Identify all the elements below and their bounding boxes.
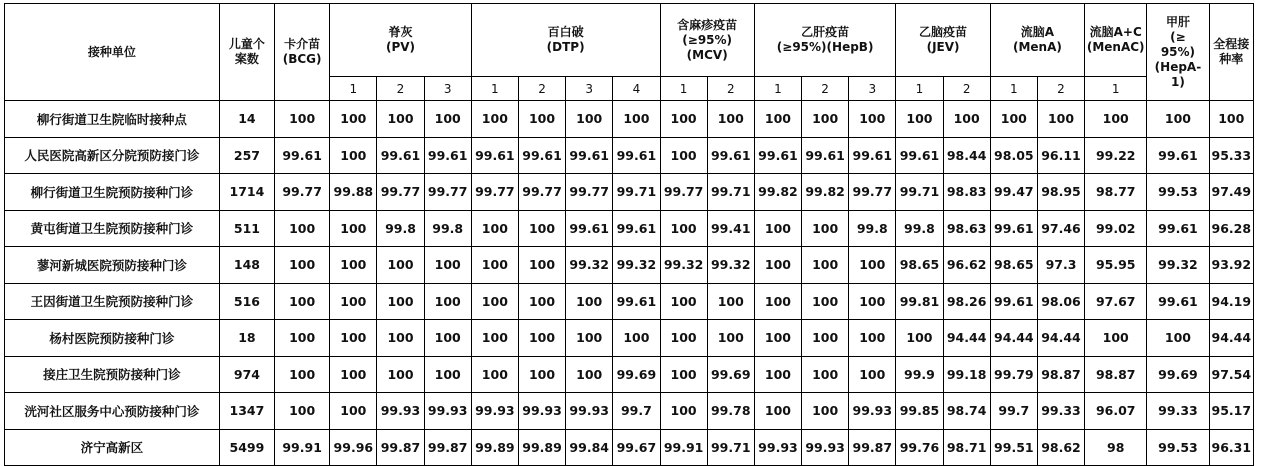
- rate-cell: 99.77: [275, 174, 330, 211]
- rate-cell: 100: [275, 210, 330, 247]
- rate-cell: 99.61: [613, 283, 660, 320]
- site-name: 黄屯街道卫生院预防接种门诊: [5, 210, 220, 247]
- rate-cell: 98.65: [990, 247, 1037, 284]
- header-hepb: 乙肝疫苗 (≥95%)(HepB): [754, 4, 896, 77]
- rate-cell: 99.61: [613, 210, 660, 247]
- site-name: 柳行街道卫生院预防接种门诊: [5, 174, 220, 211]
- rate-cell: 100: [377, 101, 424, 138]
- rate-cell: 99.32: [1147, 247, 1209, 284]
- rate-cell: 100: [566, 356, 613, 393]
- dose-label: 1: [754, 77, 801, 101]
- rate-cell: 100: [660, 356, 707, 393]
- rate-cell: 99.61: [990, 210, 1037, 247]
- rate-cell: 98.74: [943, 393, 990, 430]
- rate-cell: 97.3: [1037, 247, 1084, 284]
- rate-cell: 99.61: [990, 283, 1037, 320]
- rate-cell: 99.61: [424, 137, 471, 174]
- rate-cell: 100: [518, 247, 565, 284]
- rate-cell: 98.95: [1037, 174, 1084, 211]
- rate-cell: 100: [275, 356, 330, 393]
- rate-cell: 100: [754, 283, 801, 320]
- rate-cell: 96.07: [1085, 393, 1147, 430]
- dose-label: 2: [943, 77, 990, 101]
- site-name: 柳行街道卫生院临时接种点: [5, 101, 220, 138]
- rate-cell: 99.93: [518, 393, 565, 430]
- rate-cell: 100: [660, 320, 707, 357]
- rate-cell: 100: [330, 283, 377, 320]
- rate-cell: 99.79: [990, 356, 1037, 393]
- rate-cell: 100: [943, 101, 990, 138]
- rate-cell: 99.82: [754, 174, 801, 211]
- rate-cell: 99.69: [613, 356, 660, 393]
- rate-cell: 100: [275, 101, 330, 138]
- rate-cell: 100: [849, 101, 896, 138]
- rate-cell: 99.61: [566, 137, 613, 174]
- rate-cell: 100: [802, 356, 849, 393]
- rate-cell: 99.71: [896, 174, 943, 211]
- rate-cell: 99.67: [613, 429, 660, 466]
- rate-cell: 100: [660, 393, 707, 430]
- rate-cell: 100: [377, 320, 424, 357]
- rate-cell: 100: [518, 210, 565, 247]
- rate-cell: 99.93: [566, 393, 613, 430]
- site-name: 济宁高新区: [5, 429, 220, 466]
- header-dtp: 百白破 (DTP): [471, 4, 660, 77]
- rate-cell: 98.65: [896, 247, 943, 284]
- rate-cell: 100: [275, 393, 330, 430]
- table-body: [5, 101, 1254, 466]
- site-name: 杨村医院预防接种门诊: [5, 320, 220, 357]
- rate-cell: 100: [330, 101, 377, 138]
- rate-cell: 99.71: [707, 429, 754, 466]
- table-row: [5, 393, 1254, 430]
- rate-cell: 99.61: [754, 137, 801, 174]
- header-mcv: 含麻疹疫苗 (≥95%) (MCV): [660, 4, 754, 77]
- rate-cell: 99.77: [377, 174, 424, 211]
- header-mena: 流脑A (MenA): [990, 4, 1084, 77]
- rate-cell: 100: [660, 210, 707, 247]
- rate-cell: 100: [424, 356, 471, 393]
- dose-label: 4: [613, 77, 660, 101]
- rate-cell: 99.22: [1085, 137, 1147, 174]
- rate-cell: 99.69: [1147, 356, 1209, 393]
- rate-cell: 100: [1209, 101, 1253, 138]
- rate-cell: 100: [802, 210, 849, 247]
- rate-cell: 99.61: [275, 137, 330, 174]
- rate-cell: 100: [754, 356, 801, 393]
- rate-cell: 100: [518, 320, 565, 357]
- rate-cell: 99.32: [613, 247, 660, 284]
- site-name: 人民医院高新区分院预防接门诊: [5, 137, 220, 174]
- rate-cell: 100: [377, 356, 424, 393]
- dose-label: 2: [1037, 77, 1084, 101]
- rate-cell: 98.44: [943, 137, 990, 174]
- rate-cell: 99.61: [566, 210, 613, 247]
- rate-cell: 100: [754, 101, 801, 138]
- rate-cell: 100: [802, 320, 849, 357]
- rate-cell: 95.17: [1209, 393, 1253, 430]
- rate-cell: 100: [896, 320, 943, 357]
- dose-label: 2: [518, 77, 565, 101]
- rate-cell: 99.93: [377, 393, 424, 430]
- rate-cell: 95.95: [1085, 247, 1147, 284]
- rate-cell: 100: [849, 283, 896, 320]
- header-hepa: 甲肝 (≥ 95%) (HepA- 1): [1147, 4, 1209, 101]
- rate-cell: 98.06: [1037, 283, 1084, 320]
- rate-cell: 99.91: [275, 429, 330, 466]
- rate-cell: 98.83: [943, 174, 990, 211]
- header-jev: 乙脑疫苗 (JEV): [896, 4, 990, 77]
- rate-cell: 98: [1085, 429, 1147, 466]
- rate-cell: 99.93: [849, 393, 896, 430]
- rate-cell: 99.32: [566, 247, 613, 284]
- dose-label: 3: [424, 77, 471, 101]
- rate-cell: 100: [660, 137, 707, 174]
- rate-cell: 99.93: [424, 393, 471, 430]
- rate-cell: 100: [660, 101, 707, 138]
- vaccination-coverage-table: [4, 3, 1254, 466]
- table-row: [5, 174, 1254, 211]
- rate-cell: 99.77: [424, 174, 471, 211]
- rate-cell: 99.93: [802, 429, 849, 466]
- dose-label: 2: [802, 77, 849, 101]
- rate-cell: 99.87: [849, 429, 896, 466]
- case-count-cell: 257: [219, 137, 274, 174]
- rate-cell: 99.53: [1147, 174, 1209, 211]
- dose-label: 1: [1085, 77, 1147, 101]
- rate-cell: 94.44: [990, 320, 1037, 357]
- rate-cell: 99.02: [1085, 210, 1147, 247]
- rate-cell: 99.61: [707, 137, 754, 174]
- rate-cell: 99.53: [1147, 429, 1209, 466]
- rate-cell: 99.71: [707, 174, 754, 211]
- rate-cell: 98.63: [943, 210, 990, 247]
- rate-cell: 99.93: [754, 429, 801, 466]
- rate-cell: 99.78: [707, 393, 754, 430]
- rate-cell: 100: [518, 283, 565, 320]
- rate-cell: 99.61: [896, 137, 943, 174]
- table-row: [5, 247, 1254, 284]
- dose-label: 1: [330, 77, 377, 101]
- rate-cell: 100: [613, 101, 660, 138]
- rate-cell: 100: [707, 320, 754, 357]
- rate-cell: 100: [424, 101, 471, 138]
- rate-cell: 97.54: [1209, 356, 1253, 393]
- rate-cell: 100: [471, 320, 518, 357]
- rate-cell: 99.87: [377, 429, 424, 466]
- rate-cell: 93.92: [1209, 247, 1253, 284]
- header-cases: 儿童个 案数: [219, 4, 274, 101]
- rate-cell: 95.33: [1209, 137, 1253, 174]
- rate-cell: 94.19: [1209, 283, 1253, 320]
- header-menac: 流脑A+C (MenAC): [1085, 4, 1147, 77]
- rate-cell: 99.88: [330, 174, 377, 211]
- rate-cell: 100: [754, 393, 801, 430]
- rate-cell: 100: [613, 320, 660, 357]
- rate-cell: 100: [377, 283, 424, 320]
- rate-cell: 99.33: [1147, 393, 1209, 430]
- rate-cell: 99.71: [613, 174, 660, 211]
- rate-cell: 100: [707, 283, 754, 320]
- rate-cell: 99.91: [660, 429, 707, 466]
- site-name: 王因街道卫生院预防接种门诊: [5, 283, 220, 320]
- rate-cell: 99.8: [849, 210, 896, 247]
- rate-cell: 98.87: [1085, 356, 1147, 393]
- rate-cell: 99.87: [424, 429, 471, 466]
- rate-cell: 99.89: [518, 429, 565, 466]
- table-row: [5, 101, 1254, 138]
- rate-cell: 99.61: [471, 137, 518, 174]
- rate-cell: 99.51: [990, 429, 1037, 466]
- site-name: 接庄卫生院预防接种门诊: [5, 356, 220, 393]
- rate-cell: 100: [802, 101, 849, 138]
- site-name: 蓼河新城医院预防接种门诊: [5, 247, 220, 284]
- rate-cell: 98.26: [943, 283, 990, 320]
- rate-cell: 100: [275, 247, 330, 284]
- rate-cell: 100: [754, 320, 801, 357]
- table-row: [5, 320, 1254, 357]
- case-count-cell: 511: [219, 210, 274, 247]
- header-unit: 接种单位: [5, 4, 220, 101]
- rate-cell: 94.44: [1209, 320, 1253, 357]
- rate-cell: 100: [660, 283, 707, 320]
- rate-cell: 99.61: [849, 137, 896, 174]
- rate-cell: 99.32: [707, 247, 754, 284]
- rate-cell: 100: [1085, 320, 1147, 357]
- table-row: [5, 356, 1254, 393]
- rate-cell: 100: [802, 283, 849, 320]
- case-count-cell: 1714: [219, 174, 274, 211]
- rate-cell: 99.93: [471, 393, 518, 430]
- rate-cell: 100: [566, 283, 613, 320]
- rate-cell: 99.8: [896, 210, 943, 247]
- rate-cell: 99.32: [660, 247, 707, 284]
- rate-cell: 99.8: [377, 210, 424, 247]
- rate-cell: 99.77: [660, 174, 707, 211]
- rate-cell: 100: [330, 320, 377, 357]
- rate-cell: 98.71: [943, 429, 990, 466]
- rate-cell: 96.62: [943, 247, 990, 284]
- rate-cell: 99.76: [896, 429, 943, 466]
- rate-cell: 100: [849, 356, 896, 393]
- rate-cell: 100: [471, 283, 518, 320]
- rate-cell: 100: [471, 247, 518, 284]
- rate-cell: 96.31: [1209, 429, 1253, 466]
- rate-cell: 100: [1037, 101, 1084, 138]
- rate-cell: 99.69: [707, 356, 754, 393]
- rate-cell: 100: [275, 320, 330, 357]
- rate-cell: 100: [471, 101, 518, 138]
- rate-cell: 99.61: [1147, 210, 1209, 247]
- rate-cell: 99.7: [990, 393, 1037, 430]
- rate-cell: 99.61: [802, 137, 849, 174]
- rate-cell: 100: [424, 320, 471, 357]
- rate-cell: 99.8: [424, 210, 471, 247]
- rate-cell: 100: [802, 393, 849, 430]
- rate-cell: 99.61: [518, 137, 565, 174]
- rate-cell: 99.89: [471, 429, 518, 466]
- header-bcg: 卡介苗 (BCG): [275, 4, 330, 101]
- rate-cell: 100: [471, 356, 518, 393]
- rate-cell: 99.7: [613, 393, 660, 430]
- rate-cell: 97.67: [1085, 283, 1147, 320]
- rate-cell: 99.18: [943, 356, 990, 393]
- rate-cell: 99.33: [1037, 393, 1084, 430]
- rate-cell: 100: [754, 210, 801, 247]
- dose-label: 1: [660, 77, 707, 101]
- case-count-cell: 148: [219, 247, 274, 284]
- rate-cell: 99.81: [896, 283, 943, 320]
- rate-cell: 99.82: [802, 174, 849, 211]
- rate-cell: 100: [1147, 101, 1209, 138]
- case-count-cell: 5499: [219, 429, 274, 466]
- rate-cell: 100: [566, 320, 613, 357]
- rate-cell: 99.47: [990, 174, 1037, 211]
- rate-cell: 98.05: [990, 137, 1037, 174]
- rate-cell: 100: [275, 283, 330, 320]
- header-total: 全程接 种率: [1209, 4, 1253, 101]
- dose-label: 3: [849, 77, 896, 101]
- rate-cell: 100: [707, 101, 754, 138]
- rate-cell: 97.49: [1209, 174, 1253, 211]
- rate-cell: 100: [566, 101, 613, 138]
- rate-cell: 100: [1085, 101, 1147, 138]
- rate-cell: 100: [330, 210, 377, 247]
- case-count-cell: 1347: [219, 393, 274, 430]
- rate-cell: 100: [330, 137, 377, 174]
- dose-label: 2: [377, 77, 424, 101]
- rate-cell: 98.62: [1037, 429, 1084, 466]
- rate-cell: 99.61: [1147, 283, 1209, 320]
- rate-cell: 99.41: [707, 210, 754, 247]
- rate-cell: 100: [424, 283, 471, 320]
- rate-cell: 99.61: [613, 137, 660, 174]
- case-count-cell: 516: [219, 283, 274, 320]
- rate-cell: 100: [1147, 320, 1209, 357]
- rate-cell: 99.77: [849, 174, 896, 211]
- rate-cell: 100: [330, 356, 377, 393]
- case-count-cell: 14: [219, 101, 274, 138]
- rate-cell: 100: [849, 320, 896, 357]
- table-row: [5, 210, 1254, 247]
- rate-cell: 100: [330, 393, 377, 430]
- rate-cell: 94.44: [1037, 320, 1084, 357]
- rate-cell: 100: [802, 247, 849, 284]
- table-row: [5, 137, 1254, 174]
- rate-cell: 99.77: [566, 174, 613, 211]
- rate-cell: 100: [518, 101, 565, 138]
- rate-cell: 100: [849, 247, 896, 284]
- case-count-cell: 18: [219, 320, 274, 357]
- dose-label: 2: [707, 77, 754, 101]
- rate-cell: 98.77: [1085, 174, 1147, 211]
- rate-cell: 100: [330, 247, 377, 284]
- rate-cell: 99.61: [1147, 137, 1209, 174]
- rate-cell: 100: [754, 247, 801, 284]
- table-row: [5, 283, 1254, 320]
- dose-label: 1: [990, 77, 1037, 101]
- rate-cell: 97.46: [1037, 210, 1084, 247]
- rate-cell: 99.77: [518, 174, 565, 211]
- rate-cell: 100: [377, 247, 424, 284]
- case-count-cell: 974: [219, 356, 274, 393]
- dose-label: 1: [471, 77, 518, 101]
- rate-cell: 100: [990, 101, 1037, 138]
- rate-cell: 99.84: [566, 429, 613, 466]
- dose-label: 3: [566, 77, 613, 101]
- rate-cell: 98.87: [1037, 356, 1084, 393]
- rate-cell: 99.77: [471, 174, 518, 211]
- rate-cell: 100: [424, 247, 471, 284]
- rate-cell: 96.28: [1209, 210, 1253, 247]
- site-name: 洸河社区服务中心预防接种门诊: [5, 393, 220, 430]
- rate-cell: 99.61: [377, 137, 424, 174]
- rate-cell: 100: [896, 101, 943, 138]
- header-row-groups: [5, 4, 1254, 77]
- rate-cell: 99.96: [330, 429, 377, 466]
- table-row: [5, 429, 1254, 466]
- rate-cell: 100: [471, 210, 518, 247]
- rate-cell: 96.11: [1037, 137, 1084, 174]
- rate-cell: 99.9: [896, 356, 943, 393]
- rate-cell: 100: [518, 356, 565, 393]
- dose-label: 1: [896, 77, 943, 101]
- rate-cell: 94.44: [943, 320, 990, 357]
- rate-cell: 99.85: [896, 393, 943, 430]
- header-pv: 脊灰 (PV): [330, 4, 472, 77]
